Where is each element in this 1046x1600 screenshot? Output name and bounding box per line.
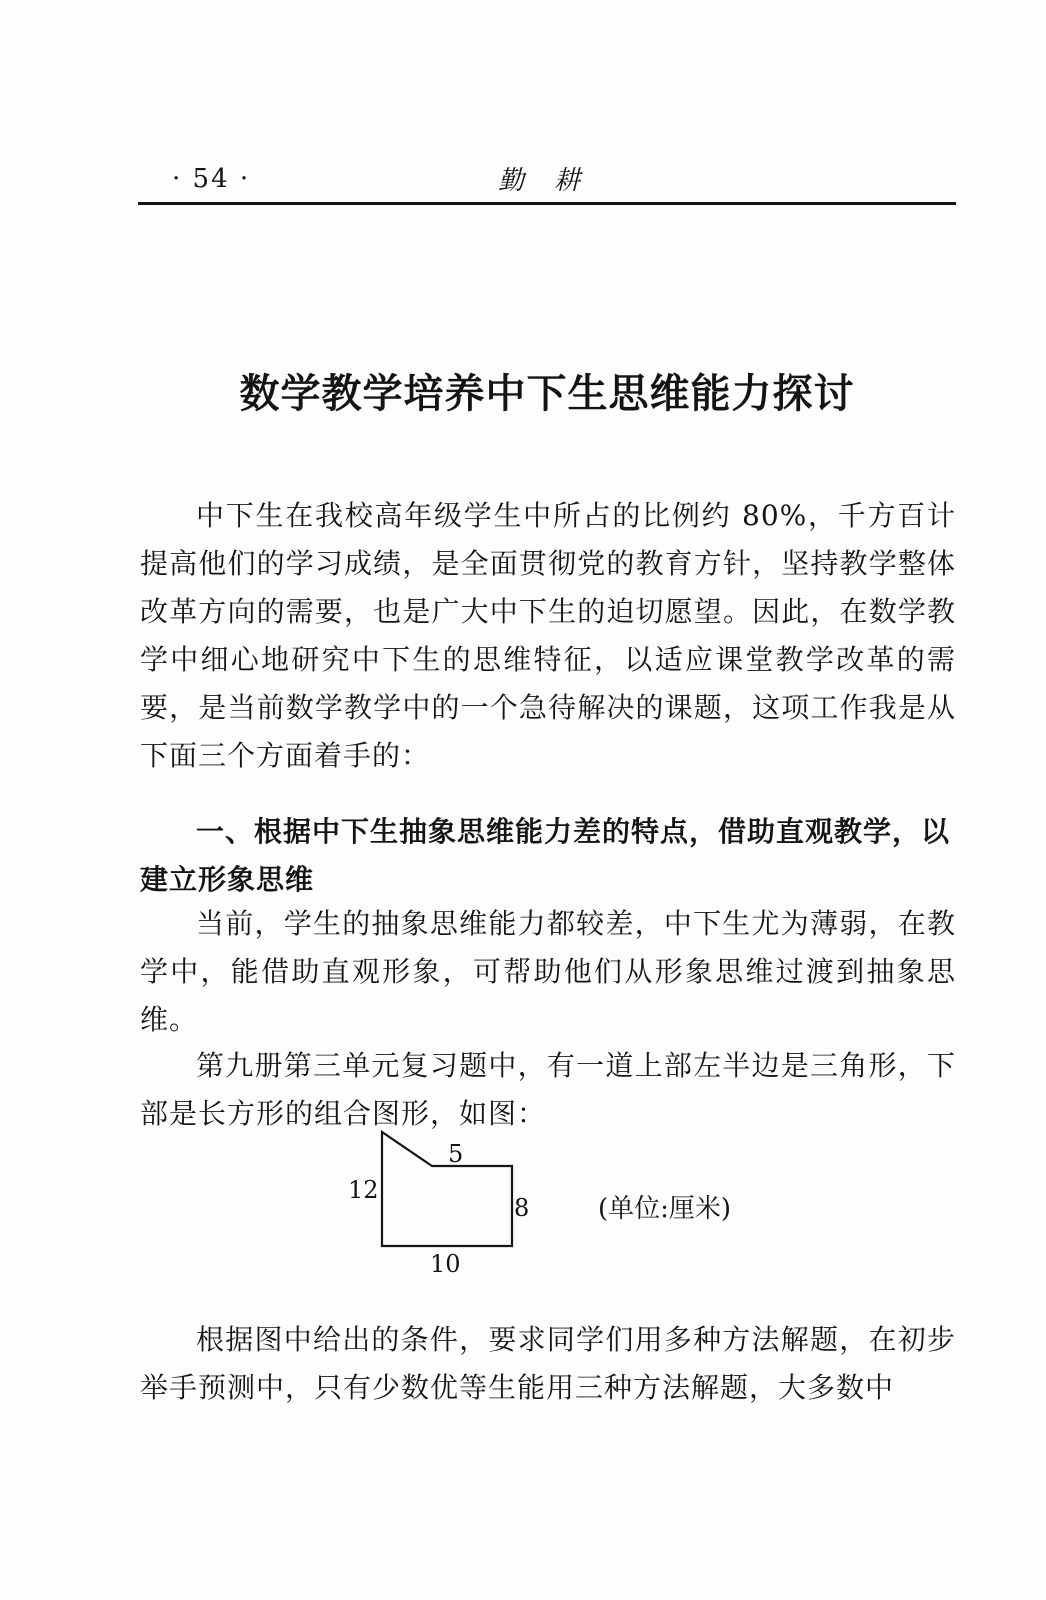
dimension-label-bottom: 10: [430, 1250, 461, 1278]
composite-shape-figure: [340, 1126, 820, 1286]
unit-note: (单位:厘米): [598, 1194, 732, 1224]
header-rule: [138, 202, 956, 205]
page-number: · 54 ·: [172, 164, 251, 194]
composite-shape-outline: [382, 1132, 512, 1246]
intro-paragraph: 中下生在我校高年级学生中所占的比例约 80%，千方百计提高他们的学习成绩，是全面贯彻党的教育方针，坚持教学整体改革方向的需要，也是广大中下生的迫切愿望。因此，在数学教学中细心地研究中下生的思维特征，以适应课堂教学改革的需要，是当前数学教学中的一个急待解决的课题，这项工作我是从下面三个方面着手的：: [140, 499, 956, 772]
article-title: 数学教学培养中下生思维能力探讨: [239, 371, 855, 417]
dimension-label-right: 8: [514, 1194, 530, 1222]
section-heading: 一、根据中下生抽象思维能力差的特点，借助直观教学，以建立形象思维: [140, 815, 951, 896]
page-header: [138, 160, 956, 210]
running-title: 勤耕: [498, 166, 611, 196]
dimension-label-left: 12: [348, 1176, 379, 1204]
composite-shape-diagram: [340, 1126, 820, 1286]
section-paragraph: 根据图中给出的条件，要求同学们用多种方法解题，在初步举手预测中，只有少数优等生能用三种方法解题，大多数中: [140, 1323, 956, 1404]
section-paragraph: 第九册第三单元复习题中，有一道上部左半边是三角形，下部是长方形的组合图形，如图：: [140, 1049, 956, 1130]
dimension-label-top: 5: [448, 1140, 464, 1168]
section-paragraph: 当前，学生的抽象思维能力都较差，中下生尤为薄弱，在教学中，能借助直观形象，可帮助他们从形象思维过渡到抽象思维。: [140, 907, 956, 1036]
